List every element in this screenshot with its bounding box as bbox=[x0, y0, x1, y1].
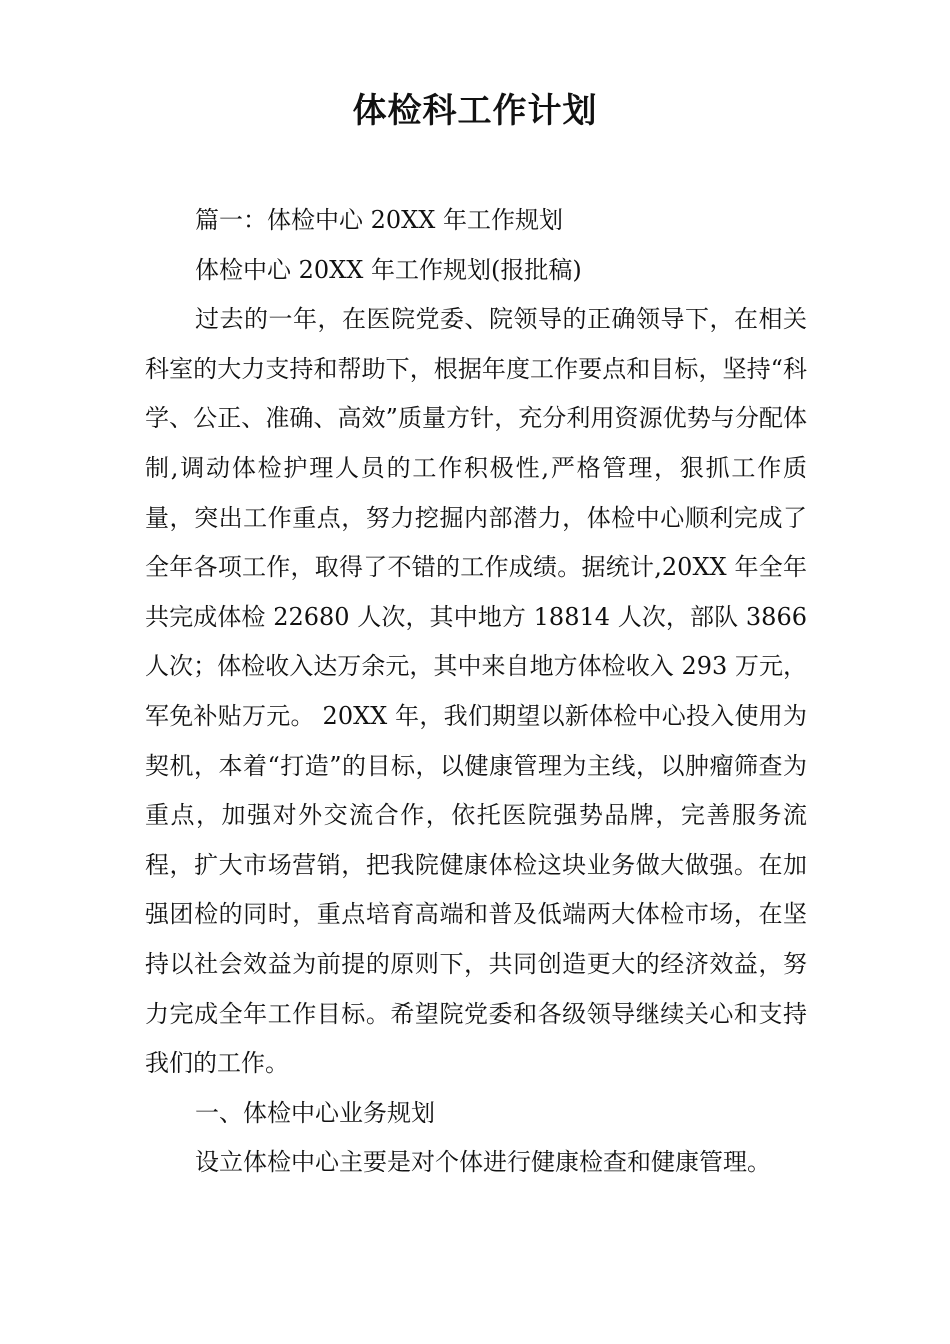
document-title: 体检科工作计划 bbox=[352, 91, 598, 131]
paragraph-plan-subtitle: 体检中心 20XX 年工作规划(报批稿) bbox=[195, 255, 582, 284]
document-body bbox=[145, 196, 807, 1188]
paragraph-section-body: 设立体检中心主要是对个体进行健康检查和健康管理。 bbox=[195, 1148, 771, 1177]
paragraph-summary: 过去的一年，在医院党委、院领导的正确领导下，在相关科室的大力支持和帮助下，根据年度工作要点和目标，坚持“科学、公正、准确、高效”质量方针，充分利用资源优势与分配体制,调动体检护理人员的工作积极性,严格管理，狠抓工作质量，突出工作重点，努力挖掘内部潜力，体检中心顺利完成了全年各项工作，取得了不错的工作成绩。据统计,20XX 年全年共完成体检 22680 人次，其中地方 18814 人次，部队 3866 人次；体检收入达万余元，其中来自地方体检收入 293 万元，军免补贴万元。 20XX 年，我们期望以新体检中心投入使用为契机，本着“打造”的目标，以健康管理为主线，以肿瘤筛查为重点，加强对外交流合作，依托医院强势品牌，完善服务流程，扩大市场营销，把我院健康体检这块业务做大做强。在加强团检的同时，重点培育高端和普及低端两大体检市场，在坚持以社会效益为前提的原则下，共同创造更大的经济效益，努力完成全年工作目标。希望院党委和各级领导继续关心和支持我们的工作。 bbox=[145, 305, 807, 1078]
paragraph-section-heading: 一、体检中心业务规划 bbox=[195, 1098, 435, 1127]
paragraph-article-heading: 篇一：体检中心 20XX 年工作规划 bbox=[195, 206, 563, 234]
